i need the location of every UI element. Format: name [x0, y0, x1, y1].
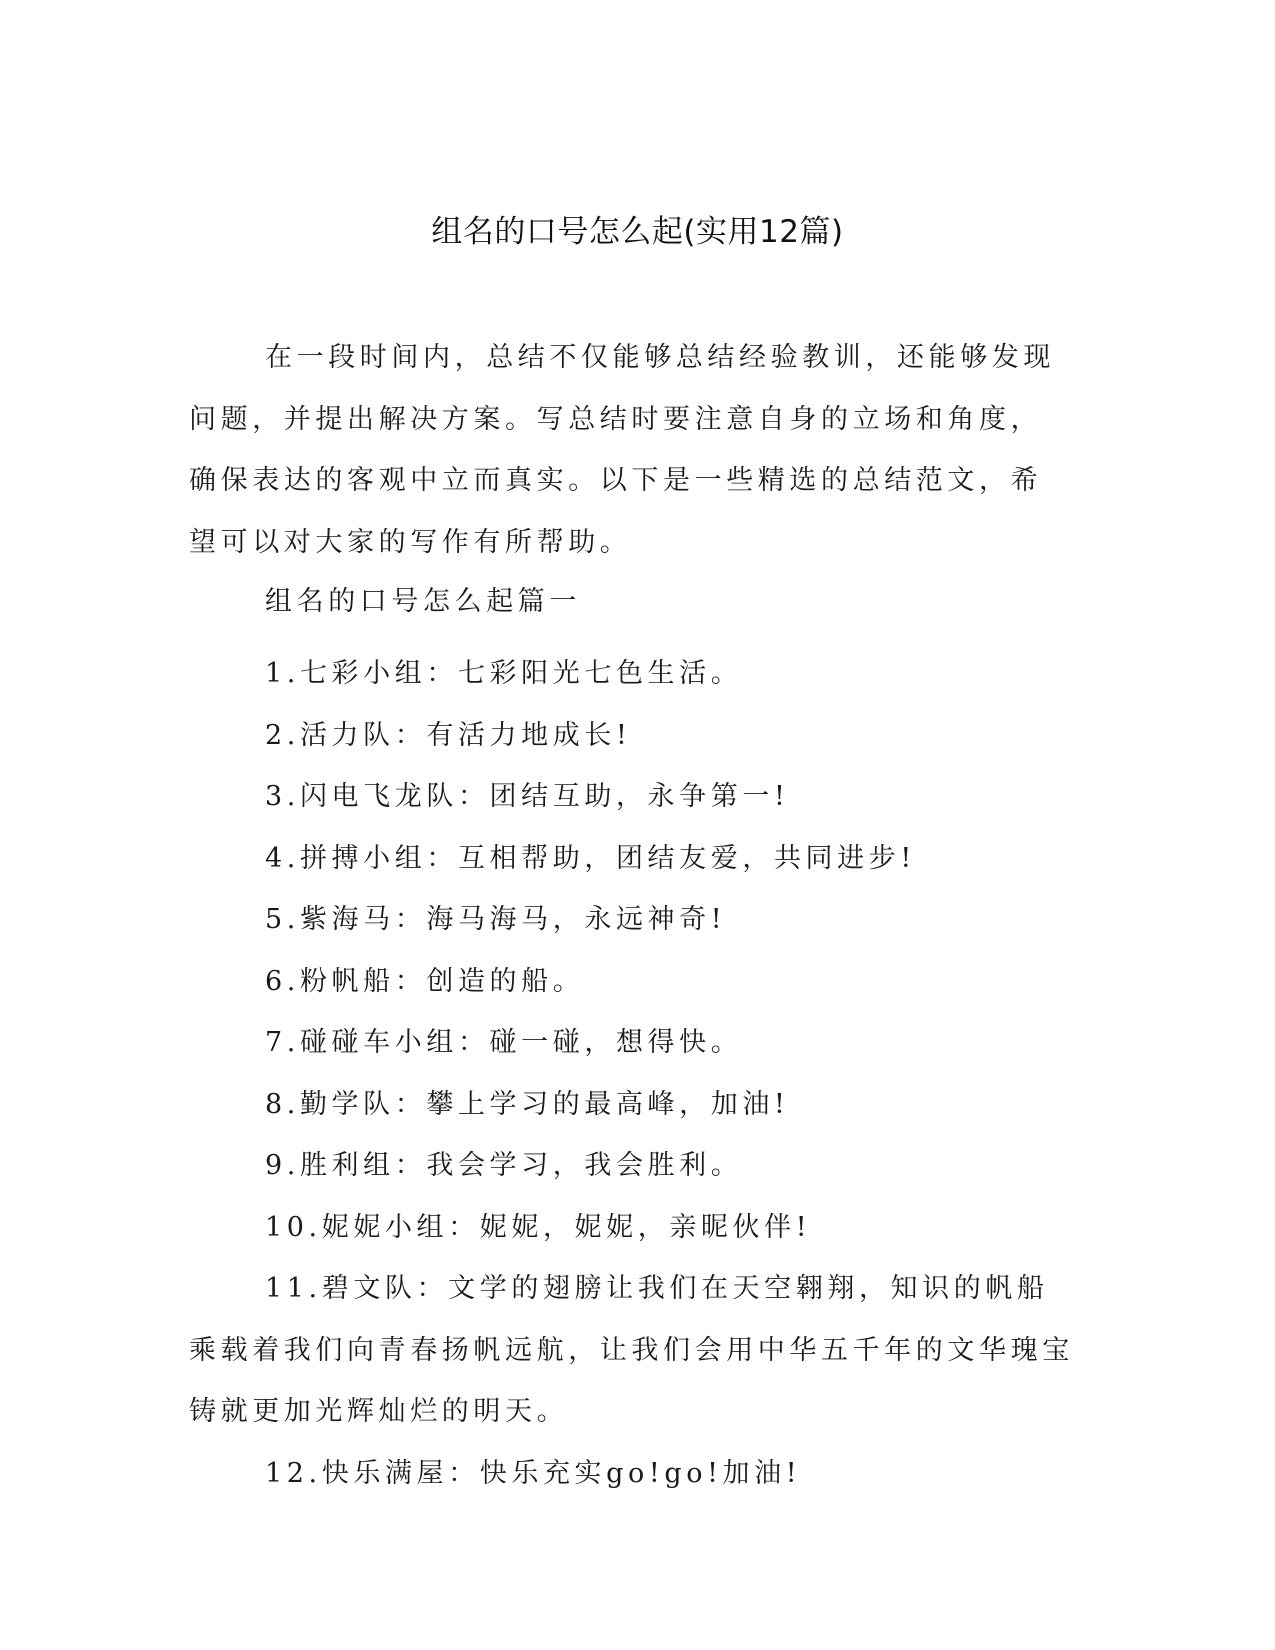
slogan-item-1: 1.七彩小组：七彩阳光七色生活。: [265, 658, 743, 689]
slogan-item-9: 9.胜利组：我会学习，我会胜利。: [265, 1150, 743, 1181]
slogan-list: [189, 643, 1079, 1504]
slogan-item-6: 6.粉帆船：创造的船。: [265, 965, 585, 997]
slogan-item-3: 3.闪电飞龙队：团结互助，永争第一!: [265, 781, 790, 812]
slogan-item-2: 2.活力队：有活力地成长!: [265, 719, 632, 751]
intro-paragraph: 在一段时间内，总结不仅能够总结经验教训，还能够发现问题，并提出解决方案。写总结时要注意自身的立场和角度，确保表达的客观中立而真实。以下是一些精选的总结范文，希望可以对大家的写作有所帮助。: [189, 342, 1055, 558]
section-heading: 组名的口号怎么起篇一: [265, 586, 581, 617]
slogan-item-4: 4.拼搏小组：互相帮助，团结友爱，共同进步!: [265, 842, 916, 874]
slogan-item-7: 7.碰碰车小组：碰一碰，想得快。: [265, 1027, 743, 1058]
document-title: 组名的口号怎么起(实用12篇): [431, 214, 844, 250]
slogan-item-8: 8.勤学队：攀上学习的最高峰，加油!: [265, 1088, 790, 1120]
slogan-item-10: 10.妮妮小组：妮妮，妮妮，亲昵伙伴!: [265, 1211, 812, 1243]
slogan-item-5: 5.紫海马：海马海马，永远神奇!: [265, 904, 727, 935]
slogan-item-11: 11.碧文队：文学的翅膀让我们在天空翱翔，知识的帆船乘载着我们向青春扬帆远航，让我们会用中华五千年的文华瑰宝铸就更加光辉灿烂的明天。: [189, 1273, 1074, 1427]
slogan-item-12: 12.快乐满屋：快乐充实go!go!加油!: [265, 1457, 802, 1489]
